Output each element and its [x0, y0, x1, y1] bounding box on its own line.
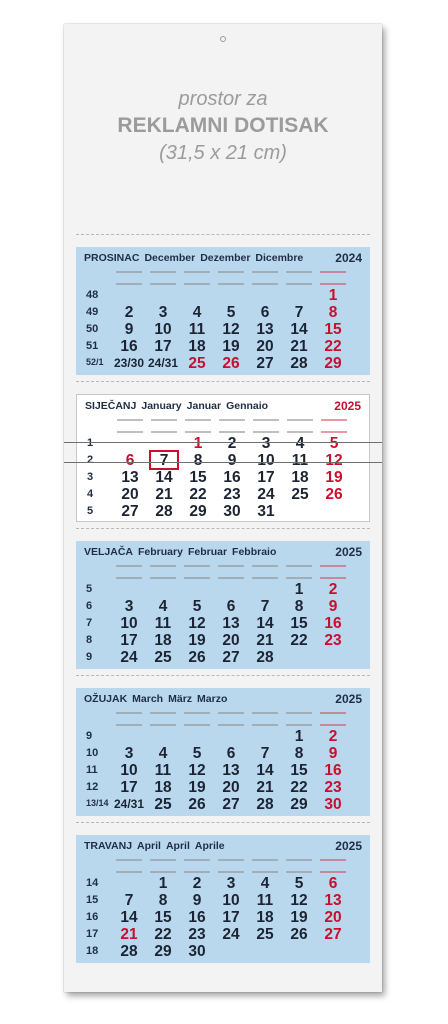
day-cell[interactable]: 22 [324, 338, 342, 355]
day-cell[interactable]: 2 [192, 875, 202, 892]
month-march [76, 688, 370, 816]
day-cell[interactable]: 7 [260, 745, 270, 762]
wall-calendar [64, 24, 382, 992]
day-cell[interactable]: 4 [192, 304, 202, 321]
month-name: TRAVANJ [84, 840, 133, 852]
day-cell[interactable]: 27 [256, 355, 274, 372]
week-number: 51 [86, 340, 99, 352]
day-cell[interactable]: 19 [188, 779, 206, 796]
weekday-labels [76, 565, 370, 579]
current-day-marker[interactable] [149, 450, 179, 470]
month-separator [76, 528, 370, 529]
month-name: SIJEČANJ [85, 400, 137, 412]
week-row [77, 503, 371, 520]
day-cell[interactable]: 29 [154, 943, 172, 960]
week-number: 11 [86, 764, 98, 776]
day-cell[interactable]: 29 [324, 355, 342, 372]
day-cell[interactable]: 25 [291, 486, 309, 503]
week-row [77, 435, 371, 452]
day-cell[interactable]: 6 [226, 745, 236, 762]
day-cell[interactable]: 13 [256, 321, 274, 338]
day-cell[interactable]: 24 [120, 649, 138, 666]
month-name: December [144, 252, 196, 264]
month-year: 2024 [335, 251, 362, 265]
month-december [76, 247, 370, 375]
day-cell[interactable]: 23 [324, 779, 342, 796]
week-number: 49 [86, 306, 99, 318]
day-cell[interactable]: 15 [189, 469, 207, 486]
month-separator [76, 822, 370, 823]
hanging-hole [220, 36, 226, 42]
ad-line-3: (31,5 x 21 cm) [159, 142, 287, 164]
day-cell[interactable]: 1 [328, 287, 338, 304]
weekday-label [184, 712, 210, 726]
week-row [76, 321, 370, 338]
month-name: OŽUJAK [84, 693, 128, 705]
day-cell[interactable]: 24/31 [113, 797, 145, 811]
weekday-label [116, 271, 142, 285]
day-cell[interactable]: 13 [121, 469, 139, 486]
day-cell[interactable]: 25 [256, 926, 274, 943]
week-row [76, 909, 370, 926]
weekday-label [218, 271, 244, 285]
weekday-label [184, 859, 210, 873]
week-number: 13/14 [86, 798, 109, 808]
day-cell[interactable]: 23 [223, 486, 241, 503]
ad-line-1: prostor za [178, 88, 268, 110]
day-cell[interactable]: 24/31 [147, 356, 179, 370]
day-cell[interactable]: 24 [257, 486, 275, 503]
month-name: March [132, 693, 164, 705]
weekday-label [150, 859, 176, 873]
weekday-label [184, 271, 210, 285]
weekday-labels [77, 419, 371, 433]
weekday-label [320, 565, 346, 579]
day-cell[interactable]: 16 [324, 615, 342, 632]
day-cell[interactable]: 30 [188, 943, 206, 960]
week-row [76, 875, 370, 892]
day-cell[interactable]: 15 [290, 762, 308, 779]
day-cell[interactable]: 5 [329, 435, 339, 452]
day-cell[interactable]: 17 [154, 338, 172, 355]
day-cell[interactable]: 26 [188, 796, 206, 813]
weekday-label [150, 271, 176, 285]
day-cell[interactable]: 11 [154, 615, 172, 632]
day-cell[interactable]: 13 [222, 762, 240, 779]
day-cell[interactable]: 12 [188, 615, 206, 632]
week-number: 52/1 [86, 357, 104, 367]
weekday-labels [76, 271, 370, 285]
day-cell[interactable]: 3 [124, 598, 134, 615]
month-name: February [138, 546, 183, 558]
day-cell[interactable]: 26 [325, 486, 343, 503]
month-names [84, 840, 364, 856]
weekday-label [151, 419, 177, 433]
day-cell[interactable]: 10 [222, 892, 240, 909]
weekday-label [218, 712, 244, 726]
weekday-label [286, 565, 312, 579]
month-year: 2025 [335, 839, 362, 853]
day-cell[interactable]: 31 [257, 503, 275, 520]
week-number: 4 [87, 488, 94, 500]
day-cell[interactable]: 19 [222, 338, 240, 355]
day-cell[interactable]: 6 [260, 304, 270, 321]
day-cell[interactable]: 6 [226, 598, 236, 615]
day-cell[interactable]: 11 [291, 452, 309, 469]
day-cell[interactable]: 17 [257, 469, 275, 486]
month-name: Febbraio [232, 546, 277, 558]
month-january [76, 394, 370, 522]
day-cell[interactable]: 7 [159, 452, 169, 469]
day-cell[interactable]: 16 [188, 909, 206, 926]
week-number: 7 [86, 617, 93, 629]
day-cell[interactable]: 17 [222, 909, 240, 926]
weekday-label [286, 271, 312, 285]
day-cell[interactable]: 16 [223, 469, 241, 486]
week-row [76, 779, 370, 796]
slider-band-top [64, 442, 382, 443]
week-row [76, 615, 370, 632]
day-cell[interactable]: 15 [154, 909, 172, 926]
month-name: Dezember [200, 252, 251, 264]
week-row [76, 632, 370, 649]
month-name: January [141, 400, 182, 412]
day-cell[interactable]: 26 [290, 926, 308, 943]
day-cell[interactable]: 27 [222, 796, 240, 813]
day-cell[interactable]: 19 [188, 632, 206, 649]
day-cell[interactable]: 21 [290, 338, 308, 355]
day-cell[interactable]: 22 [290, 779, 308, 796]
day-cell[interactable]: 17 [120, 779, 138, 796]
day-cell[interactable]: 5 [192, 598, 202, 615]
week-row [76, 762, 370, 779]
week-number: 48 [86, 289, 99, 301]
month-names [84, 252, 364, 268]
day-cell[interactable]: 12 [188, 762, 206, 779]
week-row [76, 892, 370, 909]
day-cell[interactable]: 18 [154, 632, 172, 649]
day-cell[interactable]: 20 [121, 486, 139, 503]
weekday-label [150, 712, 176, 726]
month-year: 2025 [335, 692, 362, 706]
month-year: 2025 [334, 399, 361, 413]
day-cell[interactable]: 20 [222, 779, 240, 796]
day-cell[interactable]: 3 [124, 745, 134, 762]
week-row [76, 926, 370, 943]
weekday-label [117, 419, 143, 433]
month-names [84, 693, 364, 709]
week-number: 2 [87, 454, 94, 466]
day-cell[interactable]: 28 [155, 503, 173, 520]
day-cell[interactable]: 18 [188, 338, 206, 355]
month-name: April [165, 840, 190, 852]
month-name: VELJAČA [84, 546, 134, 558]
day-cell[interactable]: 14 [290, 321, 308, 338]
weekday-label [321, 419, 347, 433]
month-separator [76, 234, 370, 235]
weekday-label [116, 712, 142, 726]
day-cell[interactable]: 14 [256, 762, 274, 779]
day-cell[interactable]: 20 [256, 338, 274, 355]
weekday-label [116, 859, 142, 873]
day-cell[interactable]: 2 [328, 581, 338, 598]
month-name: Februar [187, 546, 228, 558]
weekday-label [219, 419, 245, 433]
day-cell[interactable]: 28 [120, 943, 138, 960]
day-cell[interactable]: 22 [290, 632, 308, 649]
week-number: 18 [86, 945, 99, 957]
day-cell[interactable]: 11 [188, 321, 206, 338]
ad-space [64, 86, 382, 166]
day-cell[interactable]: 8 [294, 745, 304, 762]
weekday-label [116, 565, 142, 579]
day-cell[interactable]: 15 [290, 615, 308, 632]
day-cell[interactable]: 10 [120, 762, 138, 779]
ad-line-2: REKLAMNI DOTISAK [117, 114, 329, 137]
weekday-label [253, 419, 279, 433]
day-cell[interactable]: 26 [222, 355, 240, 372]
week-number: 14 [86, 877, 99, 889]
weekday-label [287, 419, 313, 433]
day-cell[interactable]: 1 [193, 435, 203, 452]
day-cell[interactable]: 2 [328, 728, 338, 745]
month-name: Marzo [197, 693, 228, 705]
weekday-labels [76, 712, 370, 726]
day-cell[interactable]: 5 [226, 304, 236, 321]
weekday-label [184, 565, 210, 579]
day-cell[interactable]: 7 [294, 304, 304, 321]
week-number: 9 [86, 730, 93, 742]
day-cell[interactable]: 25 [154, 649, 172, 666]
day-cell[interactable]: 15 [324, 321, 342, 338]
day-cell[interactable]: 29 [290, 796, 308, 813]
day-cell[interactable]: 21 [120, 926, 138, 943]
day-cell[interactable]: 7 [260, 598, 270, 615]
day-cell[interactable]: 28 [256, 649, 274, 666]
week-number: 17 [86, 928, 99, 940]
day-cell[interactable]: 5 [192, 745, 202, 762]
week-number: 5 [86, 583, 93, 595]
weekday-label [252, 271, 278, 285]
day-cell[interactable]: 9 [328, 598, 338, 615]
day-cell[interactable]: 5 [294, 875, 304, 892]
day-cell[interactable]: 27 [324, 926, 342, 943]
week-row [76, 943, 370, 960]
month-name: März [168, 693, 193, 705]
week-number: 5 [87, 505, 94, 517]
week-row [76, 598, 370, 615]
week-number: 50 [86, 323, 99, 335]
month-name: PROSINAC [84, 252, 140, 264]
day-cell[interactable]: 30 [223, 503, 241, 520]
week-row [76, 728, 370, 745]
day-cell[interactable]: 28 [256, 796, 274, 813]
week-row [76, 304, 370, 321]
day-cell[interactable]: 3 [226, 875, 236, 892]
day-cell[interactable]: 10 [120, 615, 138, 632]
weekday-label [218, 859, 244, 873]
week-row [76, 338, 370, 355]
weekday-label [320, 712, 346, 726]
slider-band-bottom [64, 462, 382, 463]
weekday-label [185, 419, 211, 433]
month-separator [76, 381, 370, 382]
day-cell[interactable]: 9 [124, 321, 134, 338]
day-cell[interactable]: 12 [325, 452, 343, 469]
day-cell[interactable]: 12 [222, 321, 240, 338]
day-cell[interactable]: 3 [261, 435, 271, 452]
day-cell[interactable]: 8 [294, 598, 304, 615]
day-cell[interactable]: 22 [154, 926, 172, 943]
day-cell[interactable]: 10 [154, 321, 172, 338]
day-cell[interactable]: 26 [188, 649, 206, 666]
month-name: April [137, 840, 161, 852]
day-cell[interactable]: 12 [290, 892, 308, 909]
month-name: Dicembre [255, 252, 304, 264]
day-cell[interactable]: 27 [121, 503, 139, 520]
week-row [76, 355, 370, 372]
day-cell[interactable]: 8 [328, 304, 338, 321]
week-row [77, 469, 371, 486]
day-cell[interactable]: 4 [158, 745, 168, 762]
month-names [84, 546, 364, 562]
day-cell[interactable]: 19 [325, 469, 343, 486]
day-cell[interactable]: 11 [256, 892, 274, 909]
week-number: 16 [86, 911, 99, 923]
month-name: Gennaio [226, 400, 269, 412]
day-cell[interactable]: 29 [189, 503, 207, 520]
weekday-label [286, 859, 312, 873]
day-cell[interactable]: 13 [222, 615, 240, 632]
day-cell[interactable]: 25 [154, 796, 172, 813]
day-cell[interactable]: 4 [260, 875, 270, 892]
day-cell[interactable]: 8 [193, 452, 203, 469]
day-cell[interactable]: 16 [120, 338, 138, 355]
month-separator [76, 675, 370, 676]
week-number: 1 [87, 437, 94, 449]
week-number: 3 [87, 471, 94, 483]
day-cell[interactable]: 4 [295, 435, 305, 452]
day-cell[interactable]: 27 [222, 649, 240, 666]
day-cell[interactable]: 14 [120, 909, 138, 926]
day-cell[interactable]: 16 [324, 762, 342, 779]
day-cell[interactable]: 14 [256, 615, 274, 632]
day-cell[interactable]: 2 [124, 304, 134, 321]
month-name: Januar [186, 400, 222, 412]
day-cell[interactable]: 23 [324, 632, 342, 649]
week-row [76, 287, 370, 304]
day-cell[interactable]: 1 [294, 728, 304, 745]
day-cell[interactable]: 25 [188, 355, 206, 372]
week-row [76, 745, 370, 762]
day-cell[interactable]: 20 [324, 909, 342, 926]
day-cell[interactable]: 7 [124, 892, 134, 909]
month-year: 2025 [335, 545, 362, 559]
day-cell[interactable]: 21 [155, 486, 173, 503]
month-names [85, 400, 363, 416]
day-cell[interactable]: 18 [256, 909, 274, 926]
week-row [76, 581, 370, 598]
week-row [76, 796, 370, 813]
day-cell[interactable]: 23/30 [113, 356, 145, 370]
day-cell[interactable]: 6 [328, 875, 338, 892]
weekday-label [252, 712, 278, 726]
day-cell[interactable]: 18 [154, 779, 172, 796]
weekday-label [150, 565, 176, 579]
week-number: 12 [86, 781, 99, 793]
week-row [76, 649, 370, 666]
day-cell[interactable]: 8 [158, 892, 168, 909]
day-cell[interactable]: 4 [158, 598, 168, 615]
weekday-label [320, 859, 346, 873]
week-number: 9 [86, 651, 93, 663]
day-cell[interactable]: 6 [125, 452, 135, 469]
weekday-label [218, 565, 244, 579]
week-row [77, 452, 371, 469]
weekday-label [252, 565, 278, 579]
day-cell[interactable]: 20 [222, 632, 240, 649]
day-cell[interactable]: 22 [189, 486, 207, 503]
day-cell[interactable]: 11 [154, 762, 172, 779]
day-cell[interactable]: 10 [257, 452, 275, 469]
day-cell[interactable]: 30 [324, 796, 342, 813]
weekday-label [286, 712, 312, 726]
week-number: 15 [86, 894, 99, 906]
day-cell[interactable]: 28 [290, 355, 308, 372]
month-april [76, 835, 370, 963]
month-name: Aprile [194, 840, 225, 852]
day-cell[interactable]: 21 [256, 779, 274, 796]
week-number: 6 [86, 600, 93, 612]
week-number: 8 [86, 634, 93, 646]
day-cell[interactable]: 13 [324, 892, 342, 909]
weekday-label [320, 271, 346, 285]
day-cell[interactable]: 9 [227, 452, 237, 469]
day-cell[interactable]: 21 [256, 632, 274, 649]
day-cell[interactable]: 9 [192, 892, 202, 909]
week-number: 10 [86, 747, 99, 759]
month-february [76, 541, 370, 669]
day-cell[interactable]: 17 [120, 632, 138, 649]
day-cell[interactable]: 19 [290, 909, 308, 926]
day-cell[interactable]: 9 [328, 745, 338, 762]
day-cell[interactable]: 1 [158, 875, 168, 892]
day-cell[interactable]: 1 [294, 581, 304, 598]
week-row [77, 486, 371, 503]
day-cell[interactable]: 3 [158, 304, 168, 321]
weekday-label [252, 859, 278, 873]
day-cell[interactable]: 14 [155, 469, 173, 486]
weekday-labels [76, 859, 370, 873]
day-cell[interactable]: 24 [222, 926, 240, 943]
day-cell[interactable]: 18 [291, 469, 309, 486]
day-cell[interactable]: 2 [227, 435, 237, 452]
day-cell[interactable]: 23 [188, 926, 206, 943]
